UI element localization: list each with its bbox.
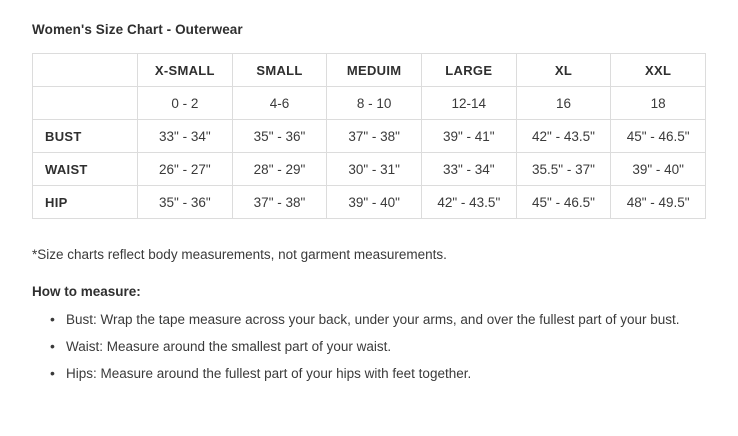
how-to-measure-heading: How to measure: <box>32 284 141 299</box>
cell-waist-xl: 35.5" - 37" <box>516 153 611 186</box>
cell-waist-x-small: 26" - 27" <box>138 153 233 186</box>
table-row <box>33 153 706 186</box>
list-item: • Bust: Wrap the tape measure across your back, under your arms, and over the fullest part of your bust. <box>66 311 706 329</box>
table-row <box>33 186 706 219</box>
cell-hip-x-small: 35" - 36" <box>138 186 233 219</box>
cell-numeric-x-small: 0 - 2 <box>138 87 233 120</box>
measurement-note: *Size charts reflect body measurements, not garment measurements. <box>32 247 447 262</box>
size-chart-table <box>32 53 706 219</box>
cell-bust-large: 39" - 41" <box>421 120 516 153</box>
cell-hip-medium: 39" - 40" <box>327 186 422 219</box>
column-header-xl: XL <box>516 54 611 87</box>
list-item: • Hips: Measure around the fullest part of your hips with feet together. <box>66 365 706 383</box>
cell-waist-xxl: 39" - 40" <box>611 153 706 186</box>
column-header-xxl: XXL <box>611 54 706 87</box>
cell-numeric-medium: 8 - 10 <box>327 87 422 120</box>
how-to-measure-list <box>32 311 706 384</box>
table-corner-cell <box>33 54 138 87</box>
column-header-medium: MEDUIM <box>327 54 422 87</box>
table-row <box>33 120 706 153</box>
cell-hip-large: 42" - 43.5" <box>421 186 516 219</box>
cell-numeric-xxl: 18 <box>611 87 706 120</box>
cell-hip-xl: 45" - 46.5" <box>516 186 611 219</box>
table-header-row <box>33 54 706 87</box>
column-header-small: SMALL <box>232 54 327 87</box>
page-title: Women's Size Chart - Outerwear <box>32 22 243 37</box>
column-header-large: LARGE <box>421 54 516 87</box>
cell-numeric-large: 12-14 <box>421 87 516 120</box>
table-head <box>33 54 706 87</box>
cell-waist-medium: 30" - 31" <box>327 153 422 186</box>
cell-bust-medium: 37" - 38" <box>327 120 422 153</box>
table-row <box>33 87 706 120</box>
cell-hip-xxl: 48" - 49.5" <box>611 186 706 219</box>
list-item: • Waist: Measure around the smallest part of your waist. <box>66 338 706 356</box>
column-header-x-small: X-SMALL <box>138 54 233 87</box>
table-body <box>33 87 706 219</box>
cell-hip-small: 37" - 38" <box>232 186 327 219</box>
row-label-numeric <box>33 87 138 120</box>
row-label-waist: WAIST <box>33 153 138 186</box>
cell-bust-x-small: 33" - 34" <box>138 120 233 153</box>
row-label-hip: HIP <box>33 186 138 219</box>
cell-numeric-small: 4-6 <box>232 87 327 120</box>
cell-bust-small: 35" - 36" <box>232 120 327 153</box>
cell-numeric-xl: 16 <box>516 87 611 120</box>
cell-waist-large: 33" - 34" <box>421 153 516 186</box>
row-label-bust: BUST <box>33 120 138 153</box>
cell-bust-xxl: 45" - 46.5" <box>611 120 706 153</box>
cell-bust-xl: 42" - 43.5" <box>516 120 611 153</box>
cell-waist-small: 28" - 29" <box>232 153 327 186</box>
